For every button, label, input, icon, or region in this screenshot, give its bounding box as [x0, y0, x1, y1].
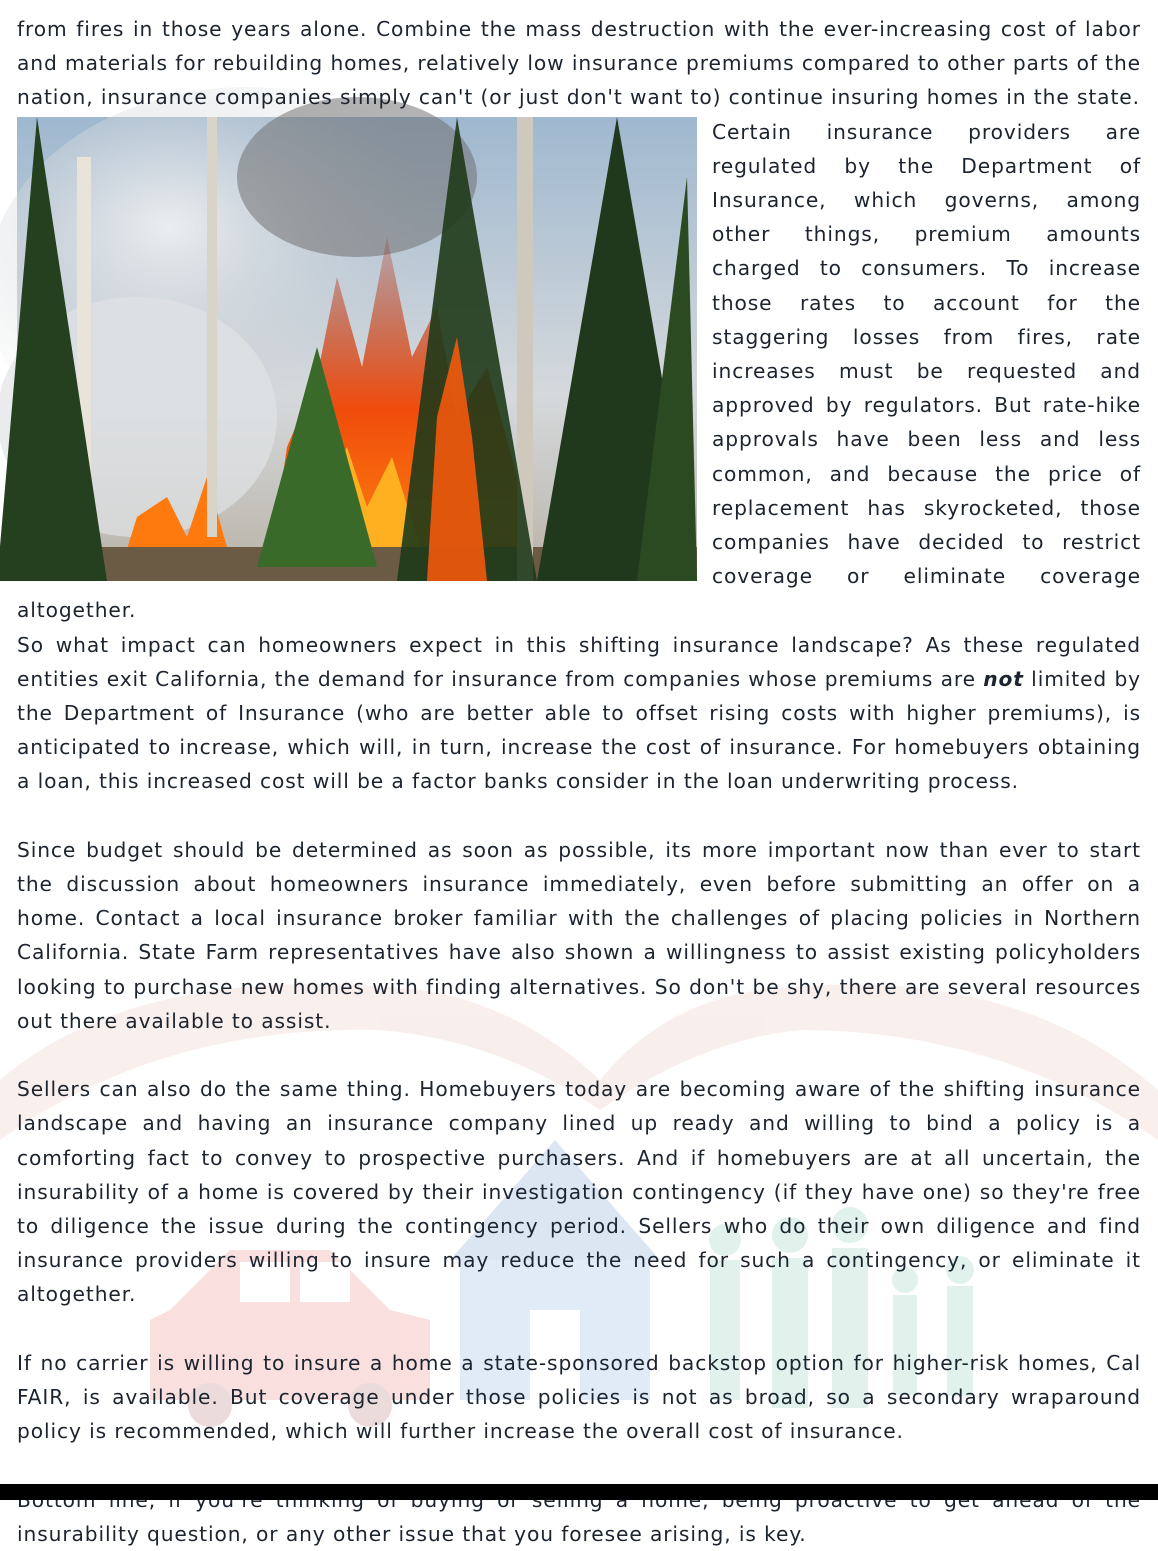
emphasis-not: not [983, 666, 1024, 691]
paragraph-bottom-line: insurability question, or any other issue that you foresee arising, is key. [17, 1521, 807, 1546]
paragraph-sellers: Sellers can also do the same thing. Homebuyers today are becoming aware of the shifting insurance landscape and having an insurance company lined up ready and willing to bind a policy is a comforting fact to convey to prospective purchasers. And if homebuyers are at all uncertain, the insurability of a home is covered by their investigation contingency (if they have one) so they're free to diligence the issue during the contingency period. Sellers who do their own diligence and find insurance providers willing to insure may reduce the need for such a contingency, or eliminate it altogether. [17, 1077, 1141, 1307]
forest-fire-photo [17, 117, 697, 581]
paragraph-regulation: Certain insurance providers are regulated by the Department of Insurance, which governs, among other things, premium amounts charged to consumers. To increase those rates to account for the staggering losses from fires, rate increases must be requested and approved by regulators. But rate-hike approvals have been less and less common, and because the price of replacement has skyrocketed, those companies have decided to restrict coverage or eliminate coverage altogether. [17, 119, 1141, 623]
paragraph-fire-losses: from fires in those years alone. Combine the mass destruction with the ever-increasing cost of labor and materials for rebuilding homes, relatively low insurance premiums compared to other parts of the nation, insurance companies simply can't (or just don't want to) continue insuring homes in the state. [17, 17, 1141, 110]
impact-text-end: limited by the Department of Insurance (who are better able to offset rising costs with higher premiums), is anticipated to increase, which will, in turn, increase the cost of insurance. For homebuyers obtaining a loan, this increased cost will be a factor banks consider in the loan underwriting process. [17, 666, 1142, 794]
article-body [17, 12, 1141, 1551]
paragraph-budget: Since budget should be determined as soon as possible, its more important now than ever to start the discussion about homeowners insurance immediately, even before submitting an offer on a home. Contact a local insurance broker familiar with the challenges of placing policies in Northern California. State Farm representatives have also shown a willingness to assist existing policyholders looking to purchase new homes with finding alternatives. So don't be shy, there are several resources out there available to assist. [17, 837, 1141, 1033]
impact-text-start: So what impact can homeowners expect in this shifting insurance landscape? As these regulated entities exit California, the demand for insurance from companies whose premiums are [17, 632, 1141, 691]
paragraph-cal-fair: If no carrier is willing to insure a home a state-sponsored backstop option for higher-risk homes, Cal FAIR, is available. But coverage under those policies is not as broad, so a secondary wraparound policy is recommended, which will further increase the overall cost of insurance. [17, 1350, 1141, 1444]
bottom-bar [0, 1484, 1158, 1500]
paragraph-impact [17, 628, 1141, 799]
